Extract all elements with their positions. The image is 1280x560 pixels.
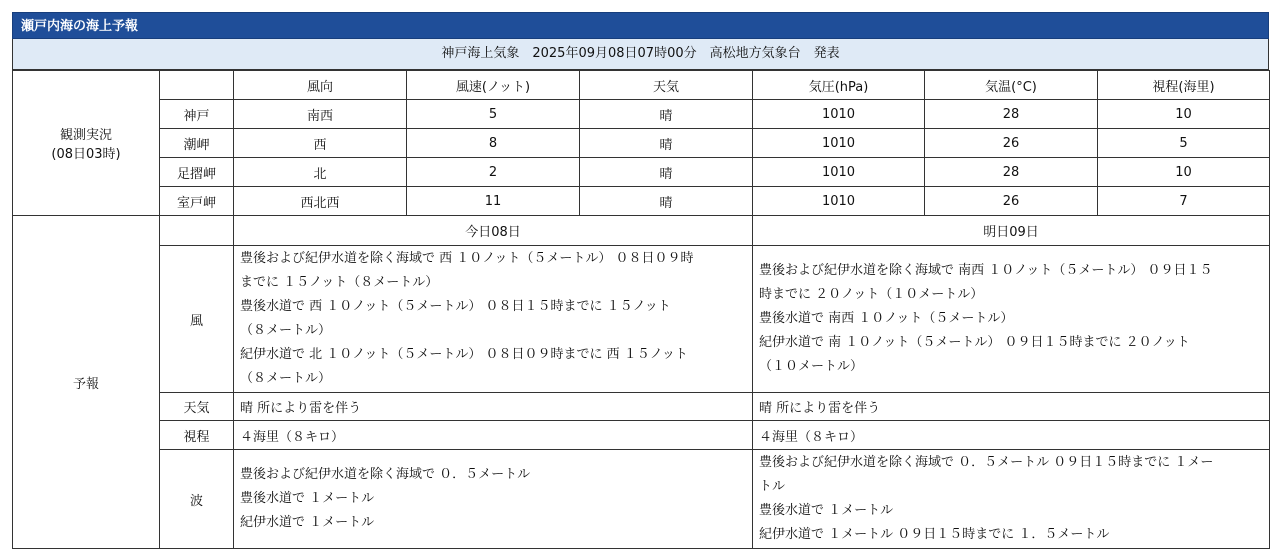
obs-cell: 2: [407, 158, 580, 187]
station-name: 室戸岬: [160, 187, 234, 216]
obs-cell: 北: [234, 158, 407, 187]
obs-cell: 1010: [753, 129, 925, 158]
issued-info: 神戸海上気象 2025年09月08日07時00分 高松地方気象台 発表: [12, 39, 1269, 70]
col-header-visibility: 視程(海里): [1098, 71, 1270, 100]
forecast-header-row: [13, 216, 1270, 246]
obs-cell: 5: [407, 100, 580, 129]
obs-header-row: [13, 71, 1270, 100]
forecast-visibility-row: [13, 421, 1270, 450]
table-row: [13, 158, 1270, 187]
col-header-wind-direction: 風向: [234, 71, 407, 100]
station-name: 神戸: [160, 100, 234, 129]
forecast-row-label-visibility: 視程: [160, 421, 234, 450]
obs-cell: 8: [407, 129, 580, 158]
obs-cell: 晴: [580, 100, 753, 129]
forecast-section-label: 予報: [13, 216, 160, 549]
obs-cell: 西北西: [234, 187, 407, 216]
forecast-wave-row: [13, 450, 1270, 549]
visibility-tomorrow-text: ４海里（８キロ）: [753, 421, 1270, 450]
wave-today-text: 豊後および紀伊水道を除く海域で ０．５メートル 豊後水道で １メートル 紀伊水道で １メートル: [234, 450, 753, 549]
obs-corner-cell: [160, 71, 234, 100]
obs-cell: 西: [234, 129, 407, 158]
table-row: [13, 129, 1270, 158]
col-header-pressure: 気圧(hPa): [753, 71, 925, 100]
obs-cell: 1010: [753, 187, 925, 216]
forecast-row-label-wind: 風: [160, 246, 234, 393]
obs-cell: 11: [407, 187, 580, 216]
obs-cell: 28: [925, 100, 1098, 129]
obs-cell: 26: [925, 187, 1098, 216]
obs-cell: 晴: [580, 129, 753, 158]
obs-cell: 晴: [580, 158, 753, 187]
obs-cell: 26: [925, 129, 1098, 158]
obs-cell: 5: [1098, 129, 1270, 158]
obs-section-label: 観測実況 (08日03時): [13, 71, 160, 216]
weather-today-text: 晴 所により雷を伴う: [234, 393, 753, 421]
forecast-corner-cell: [160, 216, 234, 246]
obs-cell: 28: [925, 158, 1098, 187]
col-header-temperature: 気温(°C): [925, 71, 1098, 100]
obs-cell: 10: [1098, 100, 1270, 129]
table-row: [13, 100, 1270, 129]
obs-cell: 10: [1098, 158, 1270, 187]
obs-cell: 1010: [753, 100, 925, 129]
visibility-today-text: ４海里（８キロ）: [234, 421, 753, 450]
obs-cell: 1010: [753, 158, 925, 187]
obs-cell: 7: [1098, 187, 1270, 216]
station-name: 足摺岬: [160, 158, 234, 187]
forecast-tomorrow-header: 明日09日: [753, 216, 1270, 246]
forecast-wind-row: [13, 246, 1270, 393]
panel-title: 瀬戸内海の海上予報: [12, 12, 1269, 39]
wind-tomorrow-text: 豊後および紀伊水道を除く海域で 南西 １０ノット（５メートル） ０９日１５ 時までに ２０ノット（１０メートル） 豊後水道で 南西 １０ノット（５メートル） 紀伊水道で 南 １０ノット（５メートル） ０９日１５時までに ２０ノット （１０メートル）: [753, 246, 1270, 393]
forecast-row-label-wave: 波: [160, 450, 234, 549]
forecast-row-label-weather: 天気: [160, 393, 234, 421]
obs-cell: 晴: [580, 187, 753, 216]
marine-forecast-panel: [12, 12, 1269, 549]
station-name: 潮岬: [160, 129, 234, 158]
table-row: [13, 187, 1270, 216]
wind-today-text: 豊後および紀伊水道を除く海域で 西 １０ノット（５メートル） ０８日０９時 までに １５ノット（８メートル） 豊後水道で 西 １０ノット（５メートル） ０８日１５時までに １５ノット （８メートル） 紀伊水道で 北 １０ノット（５メートル） ０８日０９時までに 西 １５ノット （８メートル）: [234, 246, 753, 393]
forecast-table: [12, 70, 1270, 549]
col-header-weather: 天気: [580, 71, 753, 100]
forecast-today-header: 今日08日: [234, 216, 753, 246]
obs-cell: 南西: [234, 100, 407, 129]
col-header-wind-speed: 風速(ノット): [407, 71, 580, 100]
weather-tomorrow-text: 晴 所により雷を伴う: [753, 393, 1270, 421]
forecast-weather-row: [13, 393, 1270, 421]
wave-tomorrow-text: 豊後および紀伊水道を除く海域で ０．５メートル ０９日１５時までに １メー トル 豊後水道で １メートル 紀伊水道で １メートル ０９日１５時までに １．５メートル: [753, 450, 1270, 549]
